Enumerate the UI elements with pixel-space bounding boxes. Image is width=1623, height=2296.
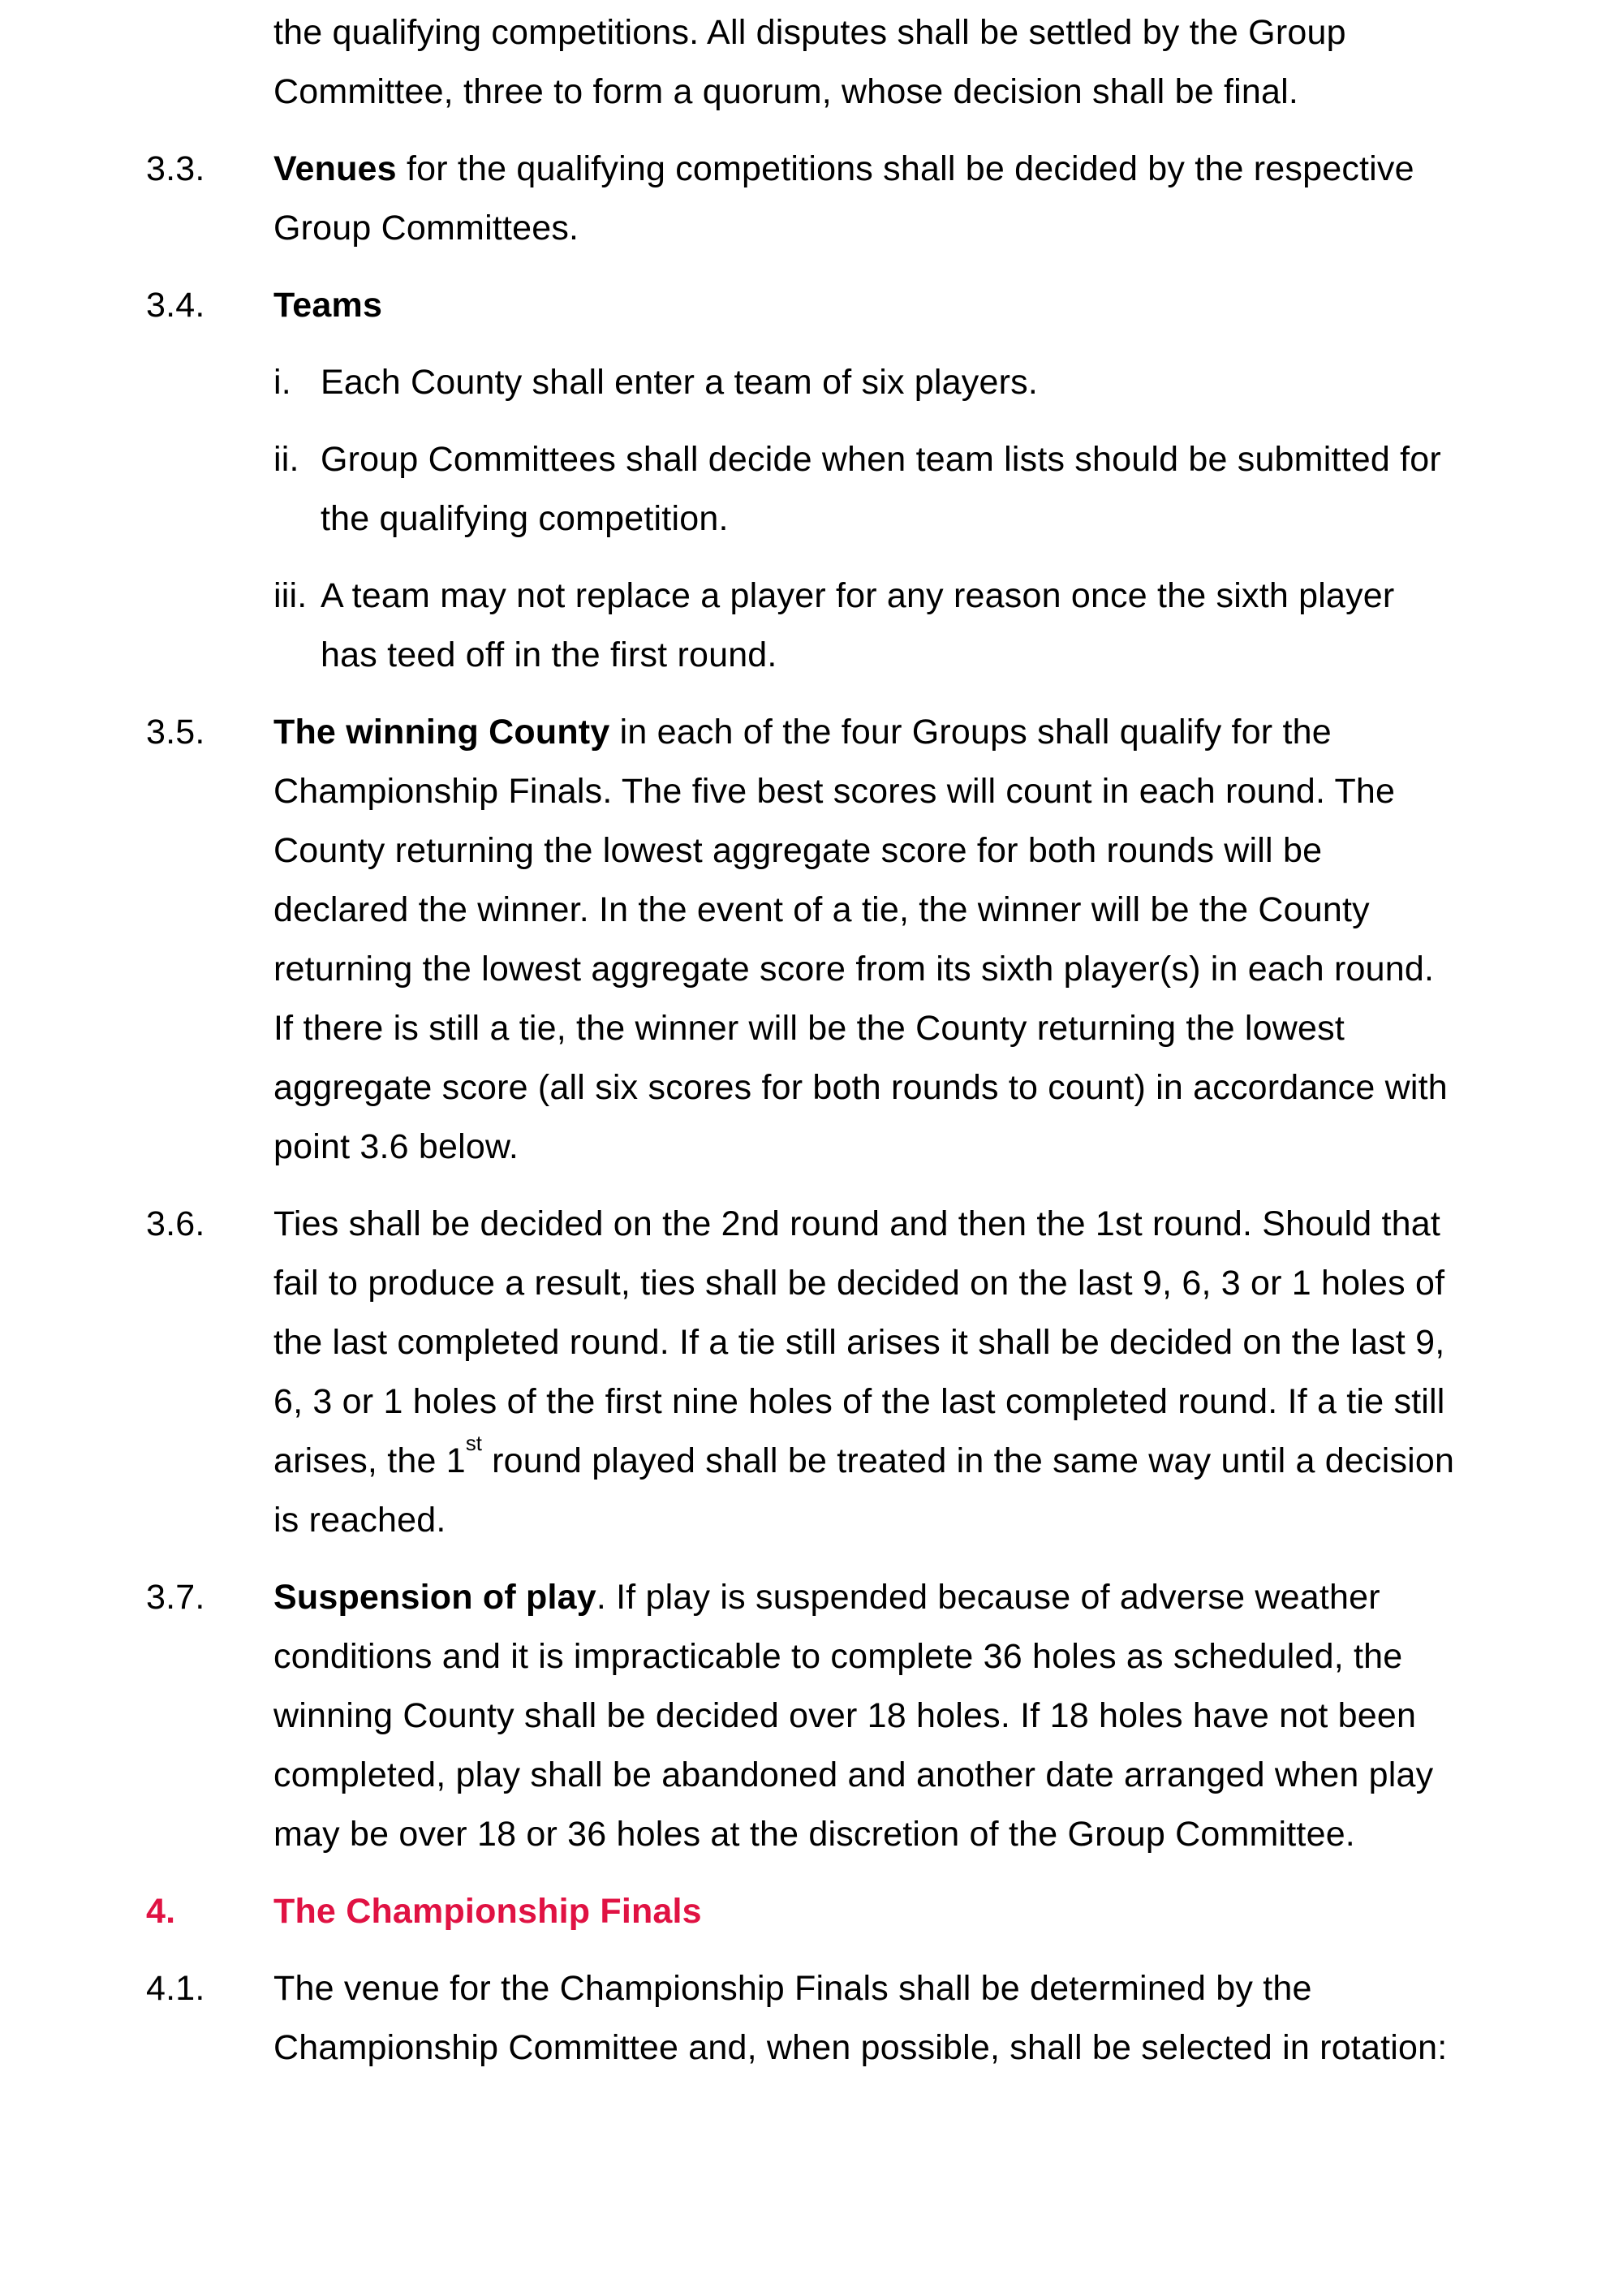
clause-4-1 [146,1959,1461,2078]
clause-text [273,703,1461,1177]
paragraph-continuation [146,3,1461,122]
section-number: 4. [146,1892,176,1931]
clause-text [273,1568,1461,1864]
clause-heading-bold: Teams [273,286,383,325]
clause-text: The venue for the Championship Finals shall be determined by the Championship Committee and, when possible, shall be selected in rotation: [273,1969,1448,2067]
clause-3-3 [146,140,1461,258]
clause-lead-bold: Suspension of play [273,1578,596,1617]
list-marker: iii. [273,576,308,615]
list-item-text: A team may not replace a player for any reason once the sixth player has teed off in the first round. [321,576,1395,674]
clause-body-text: . If play is suspended because of adverse weather conditions and it is impracticable to complete 36 holes as scheduled, the winning County shall be decided over 18 holes. If 18 holes have not been completed, play shall be abandoned and another date arranged when play may be over 18 or 36 holes at the discretion of the Group Committee. [273,1578,1434,1854]
list-item-text: Group Committees shall decide when team lists should be submitted for the qualifying competition. [321,440,1441,538]
list-marker: ii. [273,440,299,479]
clause-3-4 [146,276,1461,685]
clause-number: 3.6. [146,1204,205,1243]
list-item [273,566,1461,685]
clause-3-7 [146,1568,1461,1864]
clause-text [273,276,1461,685]
list-item [273,353,1461,412]
ordinal-superscript: st [465,1432,482,1456]
clause-text [273,1195,1461,1550]
clause-lead-bold: The winning County [273,713,610,752]
clause-body-text: for the qualifying competitions shall be decided by the respective Group Committees. [273,149,1414,248]
clause-number: 3.4. [146,286,205,325]
section-heading-4 [146,1882,1461,1941]
clause-number: 4.1. [146,1969,205,2008]
section-title: The Championship Finals [273,1892,702,1931]
list-item [273,430,1461,549]
clause-text [273,140,1461,258]
paragraph-text: the qualifying competitions. All disputes shall be settled by the Group Committee, three to form a quorum, whose decision shall be final. [273,13,1346,111]
clause-body-text: round played shall be treated in the same way until a decision is reached. [273,1441,1455,1540]
clause-3-6 [146,1195,1461,1550]
clause-3-5 [146,703,1461,1177]
clause-body-text: Ties shall be decided on the 2nd round and then the 1st round. Should that fail to produce a result, ties shall be decided on the last 9, 6, 3 or 1 holes of the last completed round. If a tie still arises it shall be decided on the last 9, 6, 3 or 1 holes of the first nine holes of the last completed round. If a tie still arises, the 1 [273,1204,1445,1480]
clause-lead-bold: Venues [273,149,397,188]
clause-number: 3.5. [146,713,205,752]
clause-body-text: in each of the four Groups shall qualify for the Championship Finals. The five best scores will count in each round. The County returning the lowest aggregate score for both rounds will be declared the winner. In the event of a tie, the winner will be the County returning the lowest aggregate score from its sixth player(s) in each round. If there is still a tie, the winner will be the County returning the lowest aggregate score (all six scores for both rounds to count) in accordance with point 3.6 below. [273,713,1448,1166]
roman-list [273,353,1461,685]
list-marker: i. [273,363,291,402]
clause-number: 3.7. [146,1578,205,1617]
list-item-text: Each County shall enter a team of six players. [321,363,1038,402]
clause-number-empty [146,3,273,122]
clause-number: 3.3. [146,149,205,188]
